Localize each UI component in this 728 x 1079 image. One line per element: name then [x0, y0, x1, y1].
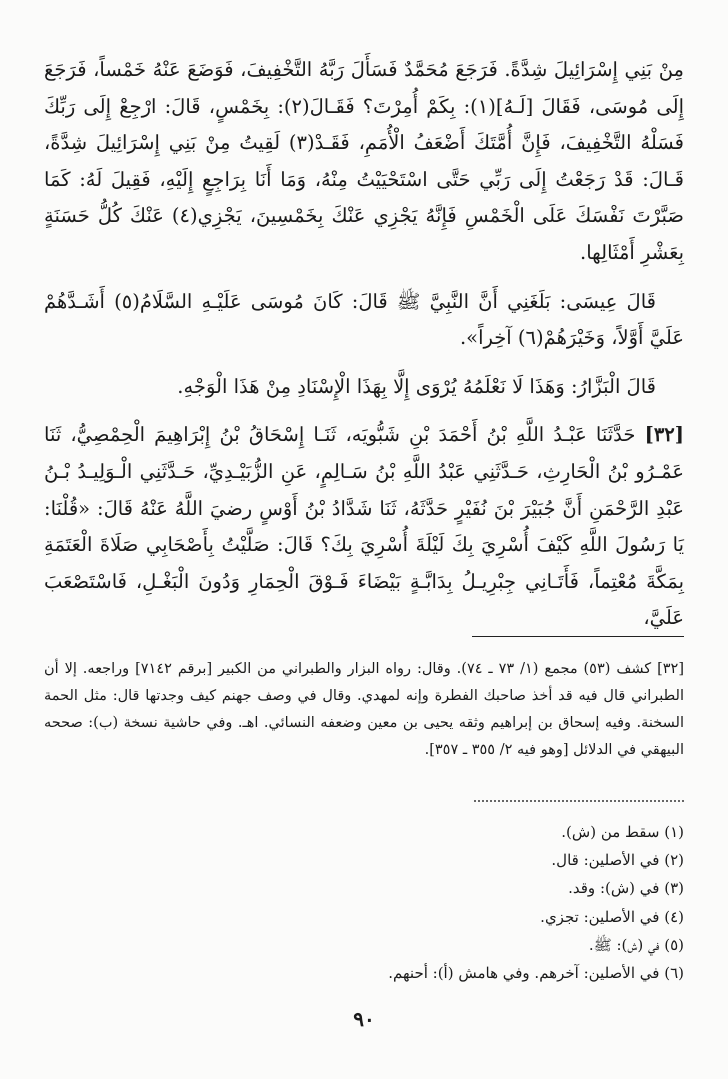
- footnote-6: (٦) في الأصلين: آخرهم. وفي هامش (أ): أحنهم.: [388, 964, 684, 983]
- takhrij-text: [٣٢] كشف (٥٣) مجمع (١/ ٧٣ ـ ٧٤). وقال: رواه البزار والطبراني من الكبير [برقم ٧١٤٢] وراجعه. إلا أن الطبراني قال فيه قد أخذ صاحبك الفطرة وإنه لمهدي. وقال في وصف جهنم كيف وجدتها قال: مثل الحمة السخنة. وفيه إسحاق بن إبراهيم وثقه يحيى بن معين وضعفه النسائي. اهـ. وفي حاشية نسخة (ب): صححه البيهقي في الدلائل [وهو فيه ٢/ ٣٥٥ ـ ٣٥٧].: [44, 661, 684, 758]
- footnote-5: (٥) في (ش): ﷺ.: [588, 935, 684, 954]
- paragraph-bazzar-comment: قَالَ الْبَزَّارُ: وَهَذَا لَا نَعْلَمُهُ يُرْوَى إِلَّا بِهَذَا الْإِسْنَادِ مِنْ هَذَا الْوَجْهِ.: [177, 374, 656, 398]
- footnote-2: (٢) في الأصلين: قال.: [551, 851, 684, 870]
- dotted-separator: [474, 800, 684, 802]
- page-number: ٩٠: [353, 1007, 375, 1031]
- takhrij-section: [44, 656, 684, 764]
- footnote-4: (٤) في الأصلين: تجزي.: [540, 907, 684, 926]
- footnote-3: (٣) في (ش): وقد.: [568, 879, 684, 898]
- footnote-1: (١) سقط من (ش).: [561, 823, 684, 841]
- paragraph-miraj-continuation: مِنْ بَنِي إِسْرَائِيلَ شِدَّةً. فَرَجَعَ مُحَمَّدٌ فَسَأَلَ رَبَّهُ التَّخْفِيفَ، فَوَضَعَ عَنْهُ خَمْساً، فَرَجَعَ إِلَى مُوسَى، فَقَالَ [لَـهُ](١): بِكَمْ أُمِرْتَ؟ فَقَـالَ(٢): بِخَمْسٍ، قَالَ: ارْجِعْ إِلَى رَبِّكَ فَسَلْهُ التَّخْفِيفَ، فَإِنَّ أُمَّتَكَ أَضْعَفُ الْأُمَمِ، فَقَـدْ(٣) لَقِيتُ مِنْ بَنِي إِسْرَائِيلَ شِدَّةً، قَـالَ: قَدْ رَجَعْتُ إِلَى رَبِّي حَتَّى اسْتَحْيَيْتُ مِنْهُ، وَمَا أَنَا بِرَاجِعٍ إِلَيْهِ، فَقِيلَ لَهُ: كَمَا صَبَّرْتَ نَفْسَكَ عَلَى الْخَمْسِ فَإِنَّهُ يَجْزِي عَنْكَ بِخَمْسِينَ، يَجْزِي(٤) عَنْكَ كُلُّ حَسَنَةٍ بِعَشْرِ أَمْثَالِها.: [44, 58, 684, 264]
- hadith-32-text: حَدَّثَنَا عَبْـدُ اللَّهِ بْنُ أَحْمَدَ بْنِ شَبُّويَه، ثَنَـا إِسْحَاقُ بْنُ إِبْرَاهِيمَ الْحِمْصِيُّ، ثَنَا عَمْـرُو بْنُ الْحَارِثِ، حَـدَّثَنِي عَبْدُ اللَّهِ بْنُ سَـالِمٍ، عَنِ الزُّبَيْـدِيِّ، حَـدَّثَنِي الْـوَلِيـدُ بْـنُ عَبْدِ الرَّحْمَنِ أَنَّ جُبَيْرَ بْنَ نُفَيْرٍ حَدَّثَهُ، ثَنَا شَدَّادُ بْنُ أَوْسٍ رضيَ اللَّهُ عَنْهُ قَالَ: «قُلْنَا: يَا رَسُولَ اللَّهِ كَيْفَ أُسْرِيَ بِكَ لَيْلَةَ أُسْرِيَ بِكَ؟ قَالَ: صَلَّيْتُ بِأَصْحَابِي صَلَاةَ الْعَتَمَةِ بِمَكَّةَ مُعْتِماً، فَأَتَـانِي جِبْرِيـلُ بِدَابَّـةٍ بَيْضَاءَ فَـوْقَ الْحِمَارِ وَدُونَ الْبَغْـلِ، فَاسْتَصْعَبَ عَلَيَّ،: [44, 423, 684, 630]
- hadith-number: [٣٢]: [644, 423, 684, 447]
- footnotes-list: [200, 818, 684, 987]
- main-text: [44, 52, 684, 637]
- paragraph-hadith-32: [44, 417, 684, 637]
- footnote-separator: [472, 636, 684, 637]
- paragraph-isa-report: قَالَ عِيسَى: بَلَغَنِي أَنَّ النَّبِيَّ ﷺ قَالَ: كَانَ مُوسَى عَلَيْـهِ السَّلَامُ(٥) أَشَـدَّهُمْ عَلَيَّ أَوَّلاً، وَخَيْرَهُمْ(٦) آخِراً».: [44, 289, 684, 350]
